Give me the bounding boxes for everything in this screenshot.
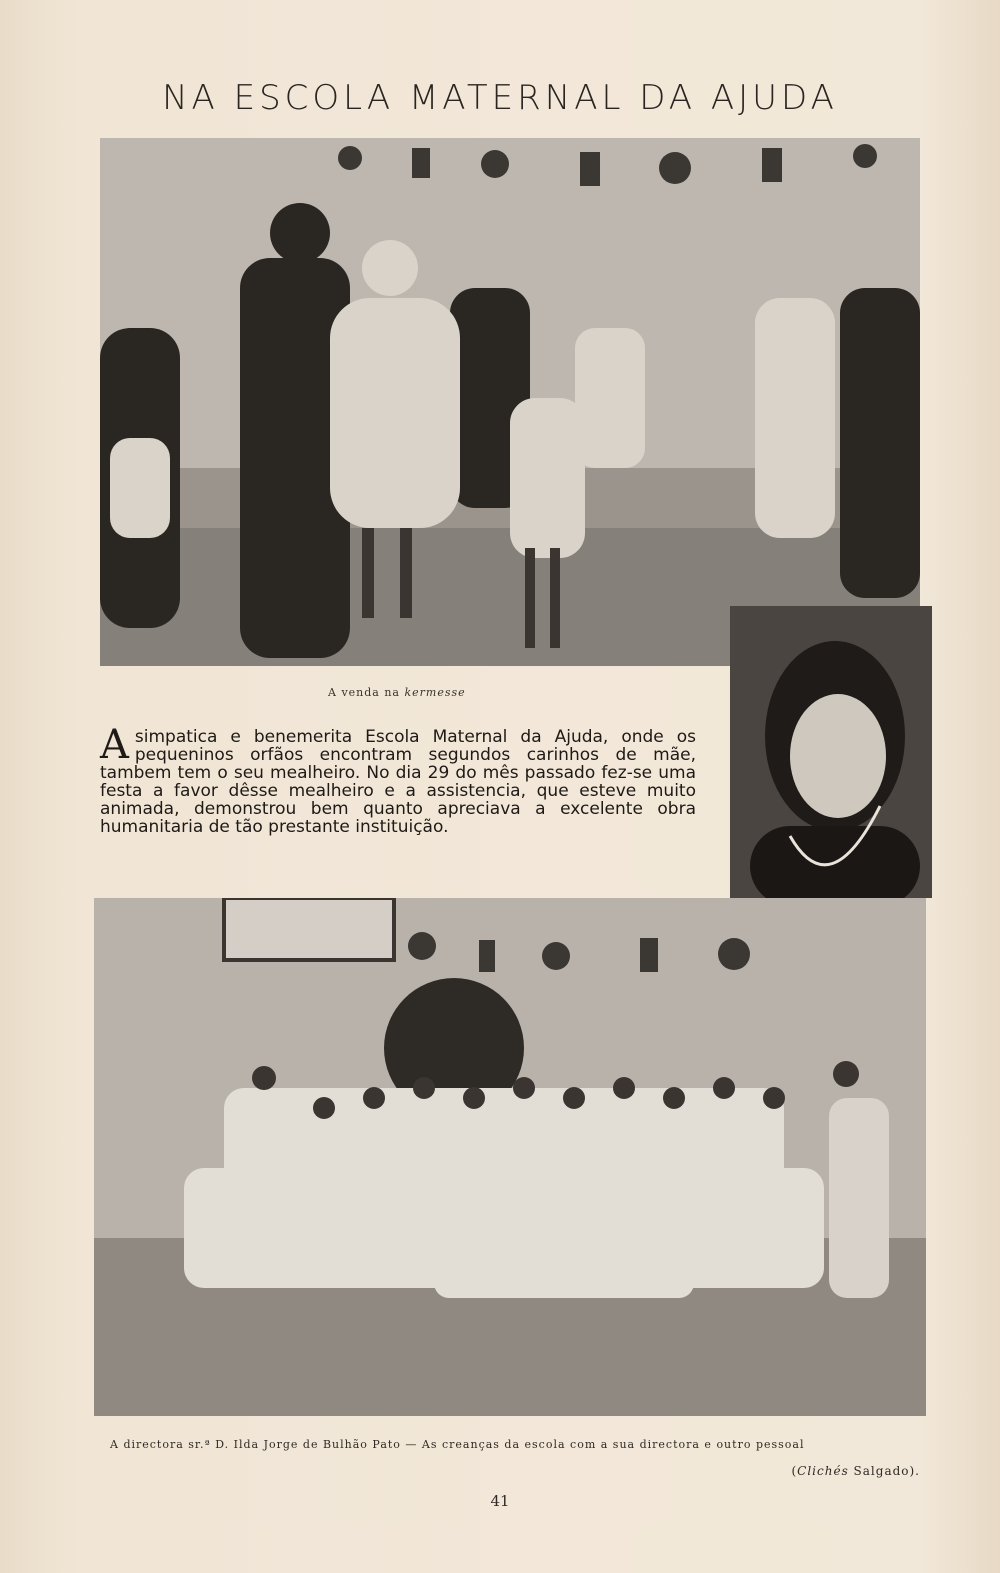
kermesse-photo	[100, 138, 920, 666]
director-portrait-photo	[730, 606, 932, 898]
kermesse-caption-text: A venda na	[328, 686, 405, 699]
credit-rest: Salgado).	[848, 1464, 920, 1478]
credit-open: (	[791, 1464, 798, 1478]
group-photo	[94, 898, 926, 1416]
article-body: simpatica e benemerita Escola Maternal da Ajuda, onde os pequeninos orfãos encontram segundos carinhos de mãe, tambem tem o seu mealheiro. No dia 29 do mês passado fez-se uma festa a favor dêsse mealheiro e a assistencia, que esteve muito animada, demonstrou bem quanto apreciava a excelente obra humanitaria de tão prestante instituição.	[100, 727, 696, 837]
page-number: 41	[490, 1492, 510, 1510]
kermesse-caption	[328, 686, 466, 699]
kermesse-caption-italic: kermesse	[404, 686, 466, 699]
article-text	[100, 722, 696, 837]
photo-credit	[791, 1464, 920, 1478]
group-photo-caption: A directora sr.ª D. Ilda Jorge de Bulhão Pato — As creanças da escola com a sua directora e outro pessoal	[110, 1438, 805, 1451]
drop-cap: A	[100, 722, 129, 768]
page-title: NA ESCOLA MATERNAL DA AJUDA	[162, 78, 838, 118]
credit-italic: Clichés	[797, 1464, 849, 1478]
